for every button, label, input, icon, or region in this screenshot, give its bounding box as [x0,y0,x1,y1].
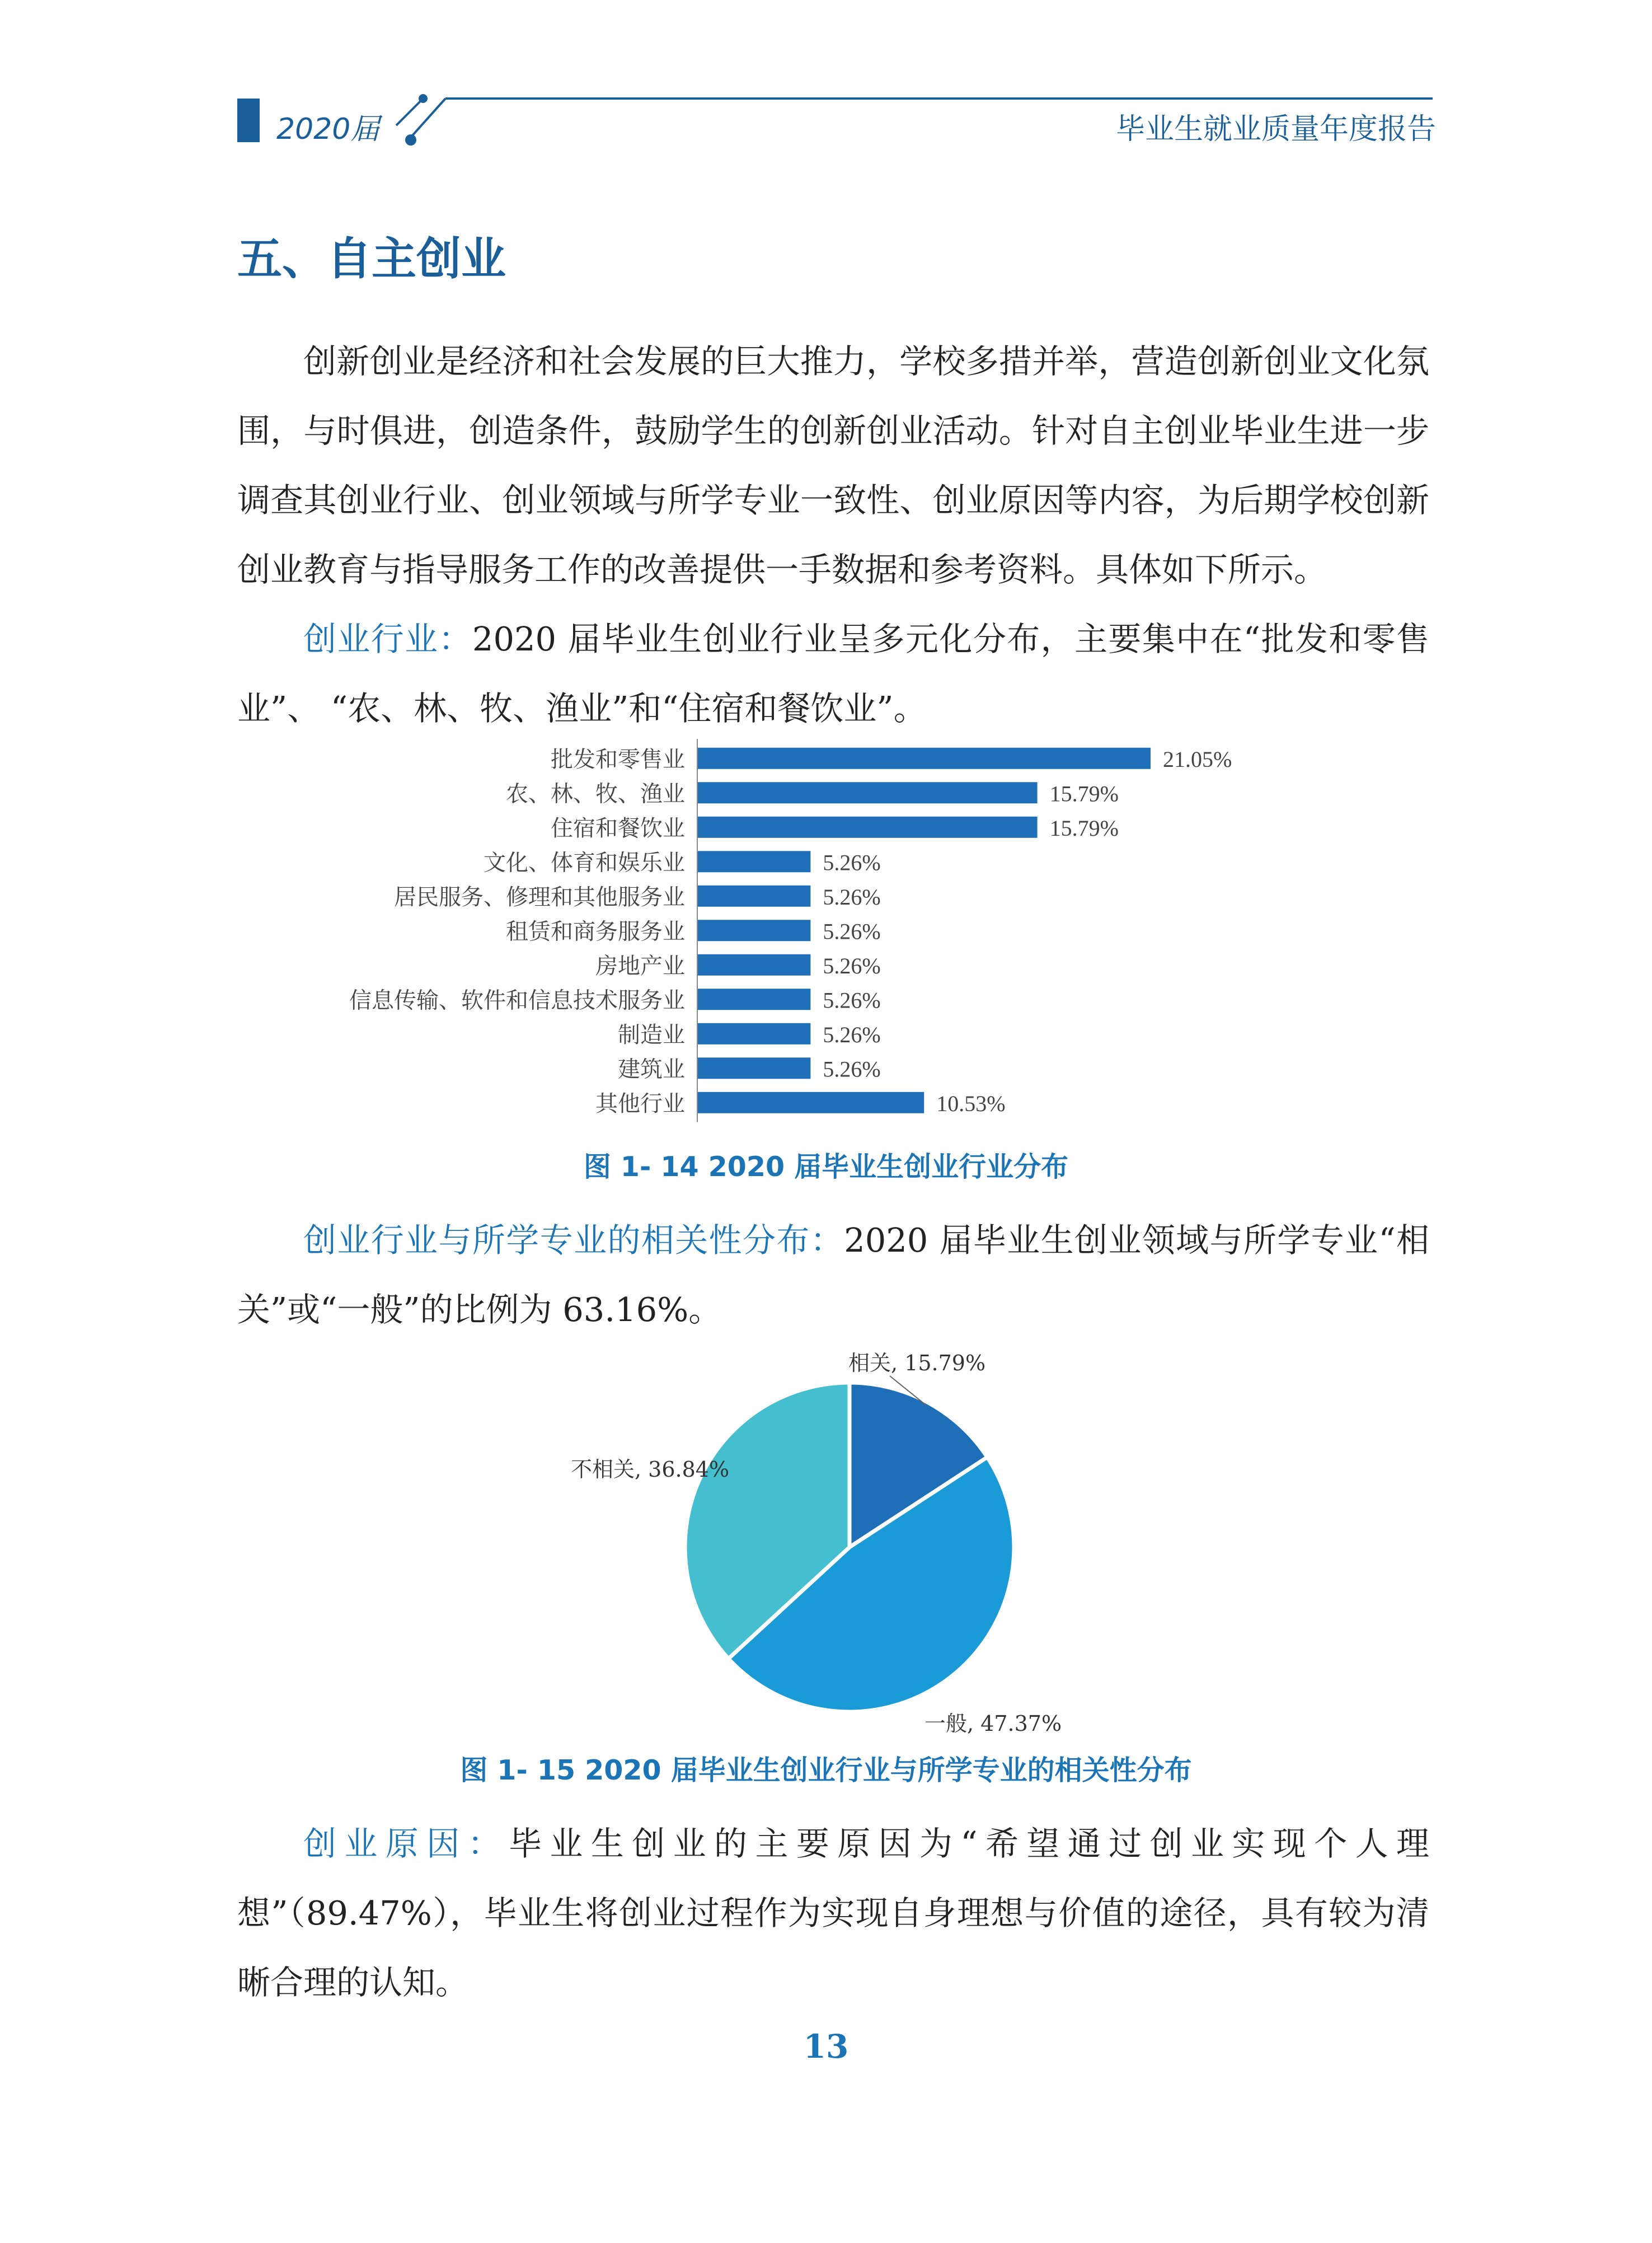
page-header [0,0,1652,168]
reason-text: 毕业生创业的主要原因为“希望通过创业实现个人理想”（89.47%），毕业生将创业过程作为实现自身理想与价值的途径，具有较为清晰合理的认知。 [237,1824,1429,2002]
figure-caption-14: 图 1- 14 2020 届毕业生创业行业分布 [583,1151,1069,1183]
bar-9 [697,1057,810,1079]
bar-category-label: 住宿和餐饮业 [551,815,685,841]
industry-bar-chart [0,728,1652,1131]
bar-0 [697,748,1151,769]
bar-category-label: 租赁和商务服务业 [506,919,685,945]
bar-value-label: 15.79% [1049,815,1119,841]
industry-paragraph [237,605,1429,743]
header-report-title: 毕业生就业质量年度报告 [1115,113,1436,146]
industry-label: 创业行业： [303,620,472,658]
header-slash-line [396,99,423,125]
figure-caption-15: 图 1- 15 2020 届毕业生创业行业与所学专业的相关性分布 [460,1754,1192,1786]
page-number: 13 [803,2027,849,2066]
section-title: 五、自主创业 [237,233,506,285]
bar-category-label: 建筑业 [618,1056,685,1083]
bar-value-label: 5.26% [823,884,881,910]
relevance-pie-chart [504,1332,1175,1735]
bar-value-label: 5.26% [823,850,881,875]
bar-category-label: 其他行业 [595,1090,685,1117]
header-dot [405,134,416,146]
bar-category-label: 文化、体育和娱乐业 [484,850,685,876]
header-accent-block [237,99,260,142]
header-year: 2020届 [276,113,380,146]
relevance-text: 2020 届毕业生创业领域与所学专业“相关”或“一般”的比例为 63.16%。 [237,1221,1429,1329]
bar-category-label: 农、林、牧、渔业 [506,781,685,807]
bar-value-label: 5.26% [823,1056,881,1082]
relevance-label: 创业行业与所学专业的相关性分布： [303,1221,844,1259]
intro-paragraph: 创新创业是经济和社会发展的巨大推力，学校多措并举，营造创新创业文化氛围，与时俱进，创造条件，鼓励学生的创新创业活动。针对自主创业毕业生进一步调查其创业行业、创业领域与所学专业一致性、创业原因等内容，为后期学校创新创业教育与指导服务工作的改善提供一手数据和参考资料。具体如下所示。 [237,342,1429,589]
bar-category-label: 信息传输、软件和信息技术服务业 [349,987,685,1014]
bar-value-label: 5.26% [823,919,881,944]
header-slash-line [407,99,445,141]
pie-label-一般: 一般, 47.37% [924,1711,1062,1735]
bar-4 [697,886,810,907]
reason-label: 创业原因： [303,1824,509,1863]
bar-value-label: 5.26% [823,1022,881,1047]
relevance-paragraph [237,1206,1429,1345]
bar-value-label: 21.05% [1163,746,1232,772]
bar-10 [697,1092,924,1113]
bar-6 [697,954,810,976]
bar-7 [697,989,810,1010]
bar-value-label: 15.79% [1049,781,1119,807]
pie-label-相关: 相关, 15.79% [848,1351,986,1375]
bar-category-label: 制造业 [618,1022,685,1048]
bar-8 [697,1023,810,1045]
reason-paragraph [237,1809,1429,2017]
bar-category-label: 批发和零售业 [551,746,685,772]
bar-value-label: 5.26% [823,987,881,1013]
bar-value-label: 5.26% [823,953,881,978]
industry-text: 2020 届毕业生创业行业呈多元化分布，主要集中在“批发和零售业”、 “农、林、牧、渔业”和“住宿和餐饮业”。 [237,620,1429,728]
bar-value-label: 10.53% [936,1090,1006,1116]
bar-category-label: 居民服务、修理和其他服务业 [394,884,685,910]
bar-2 [697,817,1038,838]
bar-5 [697,920,810,941]
pie-label-不相关: 不相关, 36.84% [571,1457,730,1482]
bar-category-label: 房地产业 [595,953,685,979]
header-dot [419,94,428,103]
bar-1 [697,782,1038,803]
bar-3 [697,851,810,872]
